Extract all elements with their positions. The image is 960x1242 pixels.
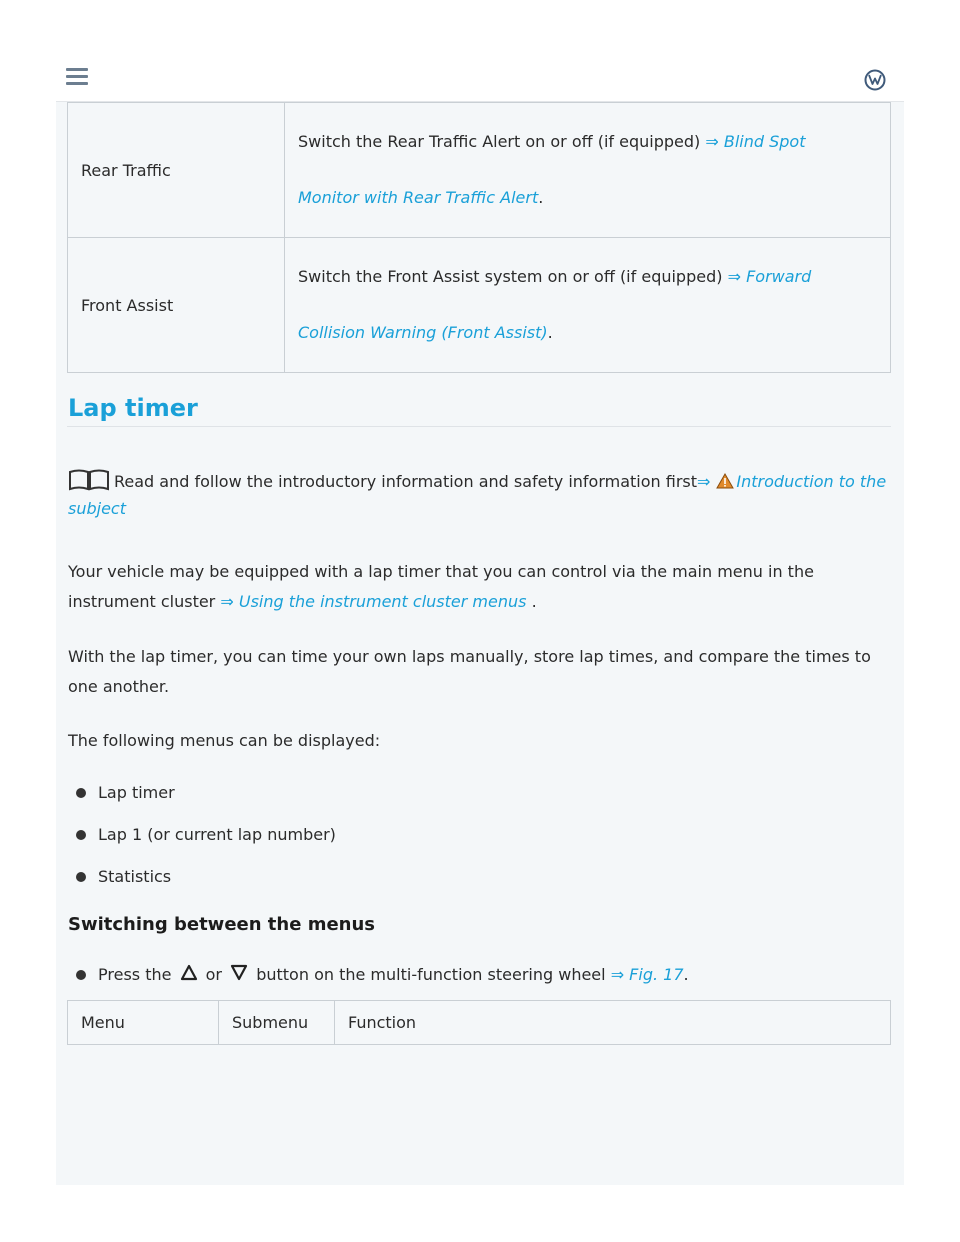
title-divider [67, 426, 891, 427]
vw-logo-icon[interactable] [864, 69, 886, 91]
section-title: Lap timer [68, 394, 198, 422]
top-bar [56, 0, 904, 102]
forward-collision-link-cont[interactable]: Collision Warning (Front Assist) [298, 323, 548, 342]
menu-table [67, 1000, 891, 1045]
warning-triangle-icon [716, 473, 734, 489]
row-description: Switch the Rear Traffic Alert on or off (if equipped) ⇒ Blind Spot Monitor with Rear Traffic Alert. [285, 103, 891, 238]
introduction-link[interactable]: Introduction to the [736, 472, 887, 491]
settings-table [67, 102, 891, 373]
row-description: Switch the Front Assist system on or off (if equipped) ⇒ Forward Collision Warning (Front Assist). [285, 238, 891, 373]
paragraph: The following menus can be displayed: [68, 731, 381, 750]
figure-link[interactable]: ⇒ Fig. 17 [610, 965, 684, 984]
instrument-cluster-link[interactable]: ⇒ Using the instrument cluster menus [220, 592, 527, 611]
paragraph: With the lap timer, you can time your own laps manually, store lap times, and compare the times to one another. [68, 647, 871, 696]
list-item: Lap 1 (or current lap number) [76, 820, 896, 862]
intro-note: Read and follow the introductory information and safety information first⇒ Introduction to the subject [68, 468, 888, 522]
blind-spot-link[interactable]: ⇒ Blind Spot [705, 132, 806, 151]
row-label: Front Assist [68, 238, 285, 373]
book-icon [68, 469, 110, 491]
list-item: Statistics [76, 862, 896, 904]
hamburger-menu-icon[interactable] [66, 68, 88, 88]
table-row [68, 103, 891, 238]
list-item: Lap timer [76, 778, 896, 820]
down-arrow-button-icon [230, 964, 248, 981]
press-instruction: Press the or button on the multi-function steering wheel ⇒ Fig. 17. [76, 960, 896, 990]
up-arrow-button-icon [180, 964, 198, 981]
column-header-submenu: Submenu [219, 1001, 335, 1045]
forward-collision-link[interactable]: ⇒ Forward [727, 267, 812, 286]
row-label: Rear Traffic [68, 103, 285, 238]
menu-list [76, 778, 896, 904]
table-header-row [68, 1001, 891, 1045]
blind-spot-link-cont[interactable]: Monitor with Rear Traffic Alert [298, 188, 539, 207]
introduction-link-cont[interactable]: subject [68, 499, 126, 518]
column-header-menu: Menu [68, 1001, 219, 1045]
subheading: Switching between the menus [68, 914, 376, 935]
column-header-function: Function [335, 1001, 891, 1045]
paragraph: Your vehicle may be equipped with a lap timer that you can control via the main menu in the instrument cluster ⇒ Using the instrument cluster menus . [68, 562, 814, 611]
table-row [68, 238, 891, 373]
